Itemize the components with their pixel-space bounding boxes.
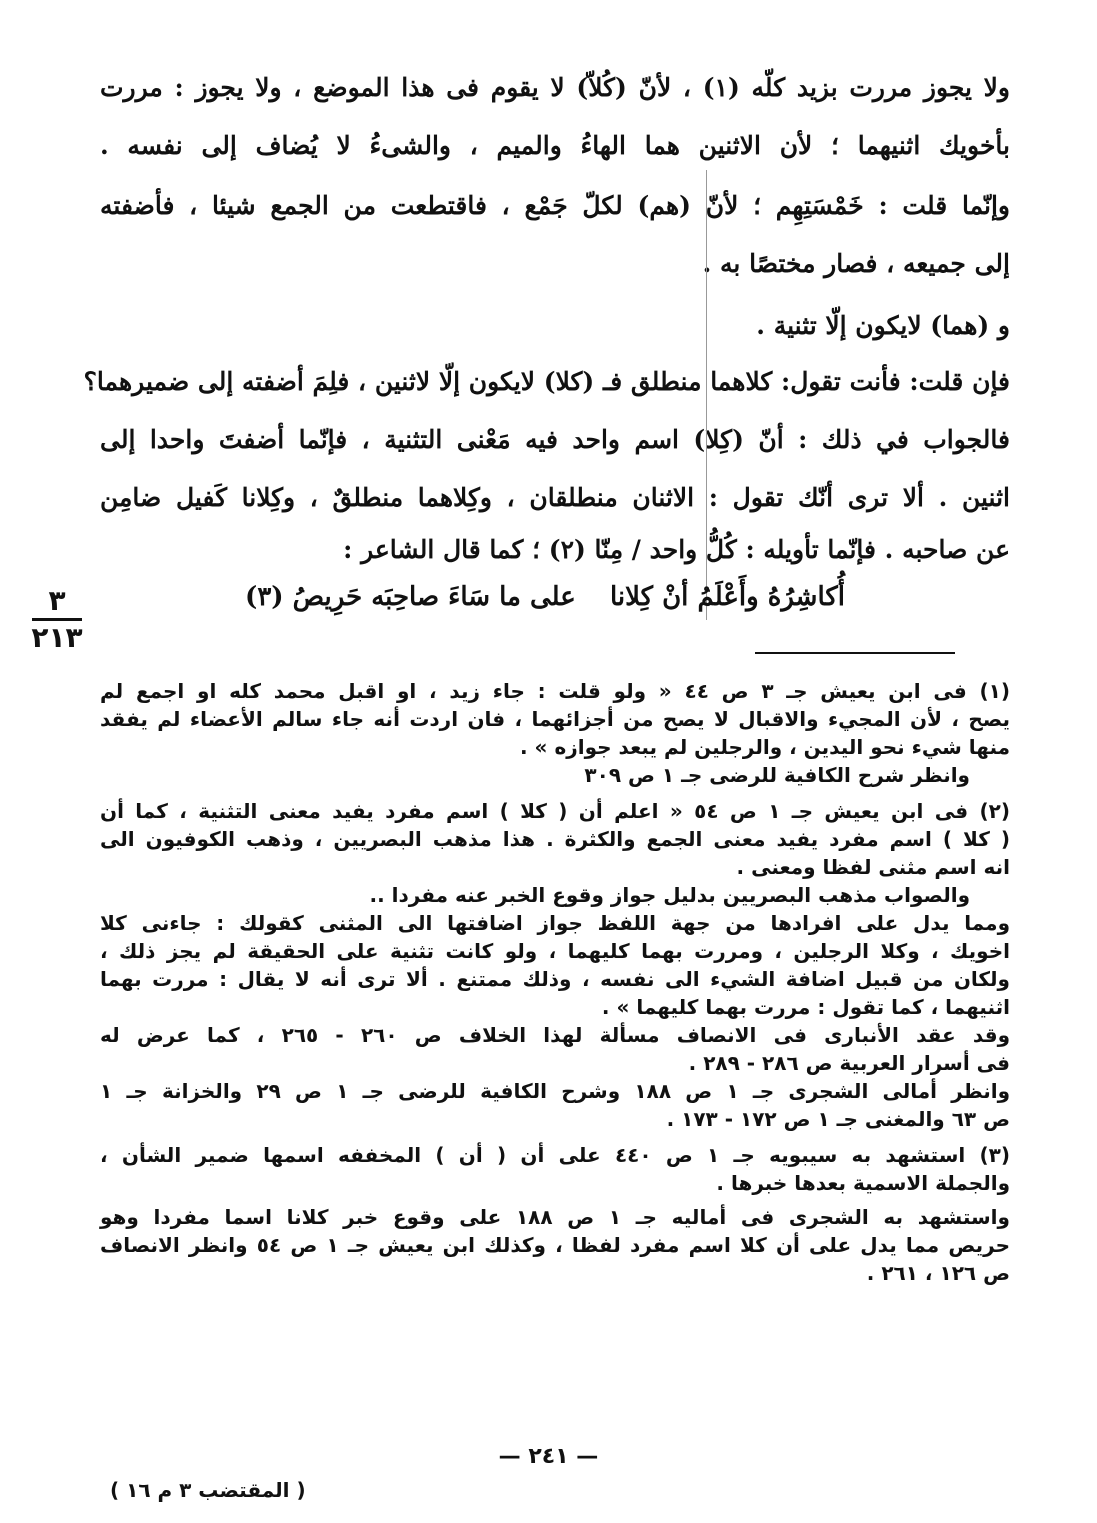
text-line: فالجواب في ذلك : أنّ (كِلا) اسم واحد فيه مَعْنى التثنية ، فإنّما أضفتَ واحدا إلى: [100, 425, 1010, 454]
text-line: فإن قلت: فأنت تقول: كلاهما منطلق فـ (كلا) لايكون إلّا لاثنين ، فلِمَ أضفته إلى ضميرهما؟: [83, 367, 1010, 396]
footnote-line: ص ١٢٦ ، ٢٦١ .: [866, 1261, 1010, 1285]
footnote-line: حريص مما يدل على أن كلا اسم مفرد لفظا ، وكذلك ابن يعيش جـ ١ ص ٥٤ وانظر الانصاف: [100, 1233, 1010, 1257]
footnote-line: والجملة الاسمية بعدها خبرها .: [716, 1171, 1010, 1195]
footnote-line: والصواب مذهب البصريين بدليل جواز وقوع الخبر عنه مفردا ..: [369, 883, 970, 907]
text-line: إلى جميعه ، فصار مختصًا به .: [702, 249, 1010, 278]
footnote-line: (٣) استشهد به سيبويه جـ ١ ص ٤٤٠ على أن ( أن ) المخففه اسمها ضمير الشأن ،: [100, 1143, 1011, 1167]
margin-number-top: ٣: [48, 584, 66, 617]
text-line: اثنين . ألا ترى أنّك تقول : الاثنان منطلقان ، وكِلاهما منطلقٌ ، وكِلانا كَفيل ضامِن: [100, 483, 1010, 512]
footnote-line: ( كلا ) اسم مفرد يفيد معنى الجمع والكثرة . هذا مذهب البصريين ، وذهب الكوفيون الى: [100, 827, 1010, 851]
footnote-line: ولكان من قبيل اضافة الشيء الى نفسه ، وذلك ممتنع . ألا ترى أنه لا يقال : مررت بهما: [100, 967, 1010, 991]
text-line: عن صاحبه . فإنّما تأويله : كُلُّ واحد / مِنّا (٢) ؛ كما قال الشاعر :: [343, 535, 1010, 564]
scan-fold-line: [706, 170, 707, 620]
footnote-line: اثنيهما ، كما تقول : مررت بهما كليهما » .: [601, 995, 1010, 1019]
text-line: بأخويك اثنيهما ؛ لأن الاثنين هما الهاءُ والميم ، والشىءُ لا يُضاف إلى نفسه .: [100, 131, 1010, 160]
footnote-line: (٢) فى ابن يعيش جـ ١ ص ٥٤ « اعلم أن ( كلا ) اسم مفرد يفيد معنى التثنية ، كما أن: [100, 799, 1010, 823]
footnote-line: انه اسم مثنى لفظا ومعنى .: [736, 855, 1010, 879]
footnote-line: اخويك ، وكلا الرجلين ، ومررت بهما كليهما ، ولو كانت تثنية على الحقيقة لم يجز ذلك ،: [100, 939, 1010, 963]
text-line: و (هما) لايكون إلّا تثنية .: [756, 311, 1010, 340]
footnote-line: (١) فى ابن يعيش جـ ٣ ص ٤٤ « ولو قلت : جاء زيد ، او اقبل محمد كله او اجمع لم: [100, 679, 1010, 703]
footnote-line: يصح ، لأن المجيء والاقبال لا يصح من أجزائهما ، فان اردت أنه جاء سالم الأعضاء لم يفقد: [100, 707, 1010, 731]
footnote-line: منها شيء نحو اليدين ، والرجلين لم يبعد جوازه » .: [520, 735, 1010, 759]
signature-mark: ( المقتضب ٣ م ١٦ ): [110, 1478, 306, 1502]
footnote-line: وقد عقد الأنبارى فى الانصاف مسألة لهذا الخلاف ص ٢٦٠ - ٢٦٥ ، كما عرض له: [100, 1023, 1010, 1047]
page-number: — ٢٤١ —: [498, 1444, 599, 1469]
footnote-line: فى أسرار العربية ص ٢٨٦ - ٢٨٩ .: [688, 1051, 1010, 1075]
footnote-line: وانظر شرح الكافية للرضى جـ ١ ص ٣٠٩: [584, 763, 970, 787]
margin-page-ref: [28, 584, 86, 654]
footnote-line: ومما يدل على افرادها من جهة اللفظ جواز اضافتها الى المثنى كقولك : جاءنى كلا: [100, 911, 1010, 935]
verse-hemistich-2: على ما سَاءَ صاحِبَه حَرِيصُ (٣): [245, 582, 576, 612]
footnote-line: ص ٦٣ والمغنى جـ ١ ص ١٧٢ - ١٧٣ .: [666, 1107, 1010, 1131]
footnote-line: وانظر أمالى الشجرى جـ ١ ص ١٨٨ وشرح الكافية للرضى جـ ١ ص ٢٩ والخزانة جـ ١: [100, 1079, 1010, 1103]
footnote-line: واستشهد به الشجرى فى أماليه جـ ١ ص ١٨٨ على وقوع خبر كلانا اسما مفردا وهو: [100, 1205, 1010, 1229]
text-line: وإنّما قلت : خَمْسَتِهِم ؛ لأنّ (هم) لكلّ جَمْع ، فاقتطعت من الجمع شيئا ، فأضفته: [100, 191, 1010, 220]
verse-hemistich-1: أُكاشِرُهُ وأَعْلَمُ أنْ كِلانا: [609, 582, 845, 612]
footnote-separator: [755, 652, 955, 654]
margin-number-bottom: ٢١٣: [31, 621, 83, 654]
text-line: ولا يجوز مررت بزيد كلّه (١) ، لأنّ (كُلاّ) لا يقوم فى هذا الموضع ، ولا يجوز : مررت: [100, 73, 1011, 102]
